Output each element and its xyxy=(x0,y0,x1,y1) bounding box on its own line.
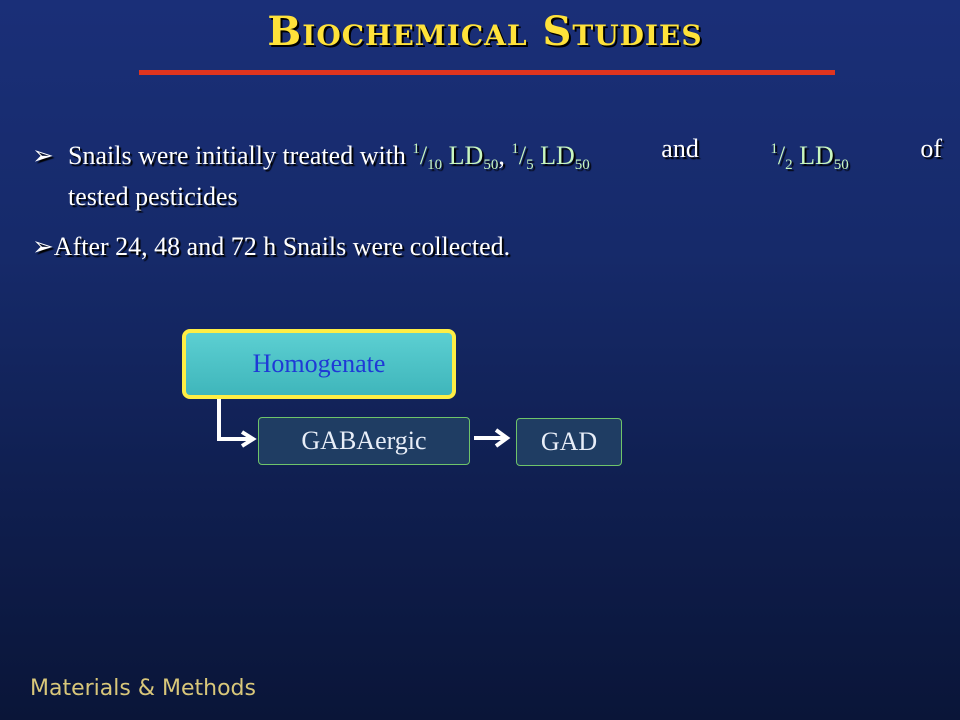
slide-title: Biochemical Studies xyxy=(267,8,703,55)
bullet-arrow-icon: ➢ xyxy=(32,232,54,261)
gabaergic-node: GABAergic xyxy=(258,417,470,465)
bullet-and-word: and xyxy=(661,134,699,163)
dose-fraction-3: $^1/_2$ $LD_{50}$ xyxy=(770,141,849,173)
footer-section-label: Materials & Methods xyxy=(30,676,256,701)
bullet-arrow-icon: ➢ xyxy=(32,141,54,170)
bullet-treatment-line2: tested pesticides xyxy=(68,182,238,211)
dose-fraction-2: $^1/_5$ $LD_{50}$ xyxy=(511,141,590,173)
dose-fraction-1: $^1/_{10}$ $LD_{50}$ xyxy=(412,141,499,173)
bullet-text-start: Snails were initially treated with xyxy=(68,141,413,170)
homogenate-node: Homogenate xyxy=(182,329,456,399)
bullet-collection-text: After 24, 48 and 72 h Snails were collected. xyxy=(53,232,511,261)
gad-node: GAD xyxy=(516,418,622,466)
comma: , xyxy=(498,141,512,170)
bullet-of-word: of xyxy=(920,134,942,163)
